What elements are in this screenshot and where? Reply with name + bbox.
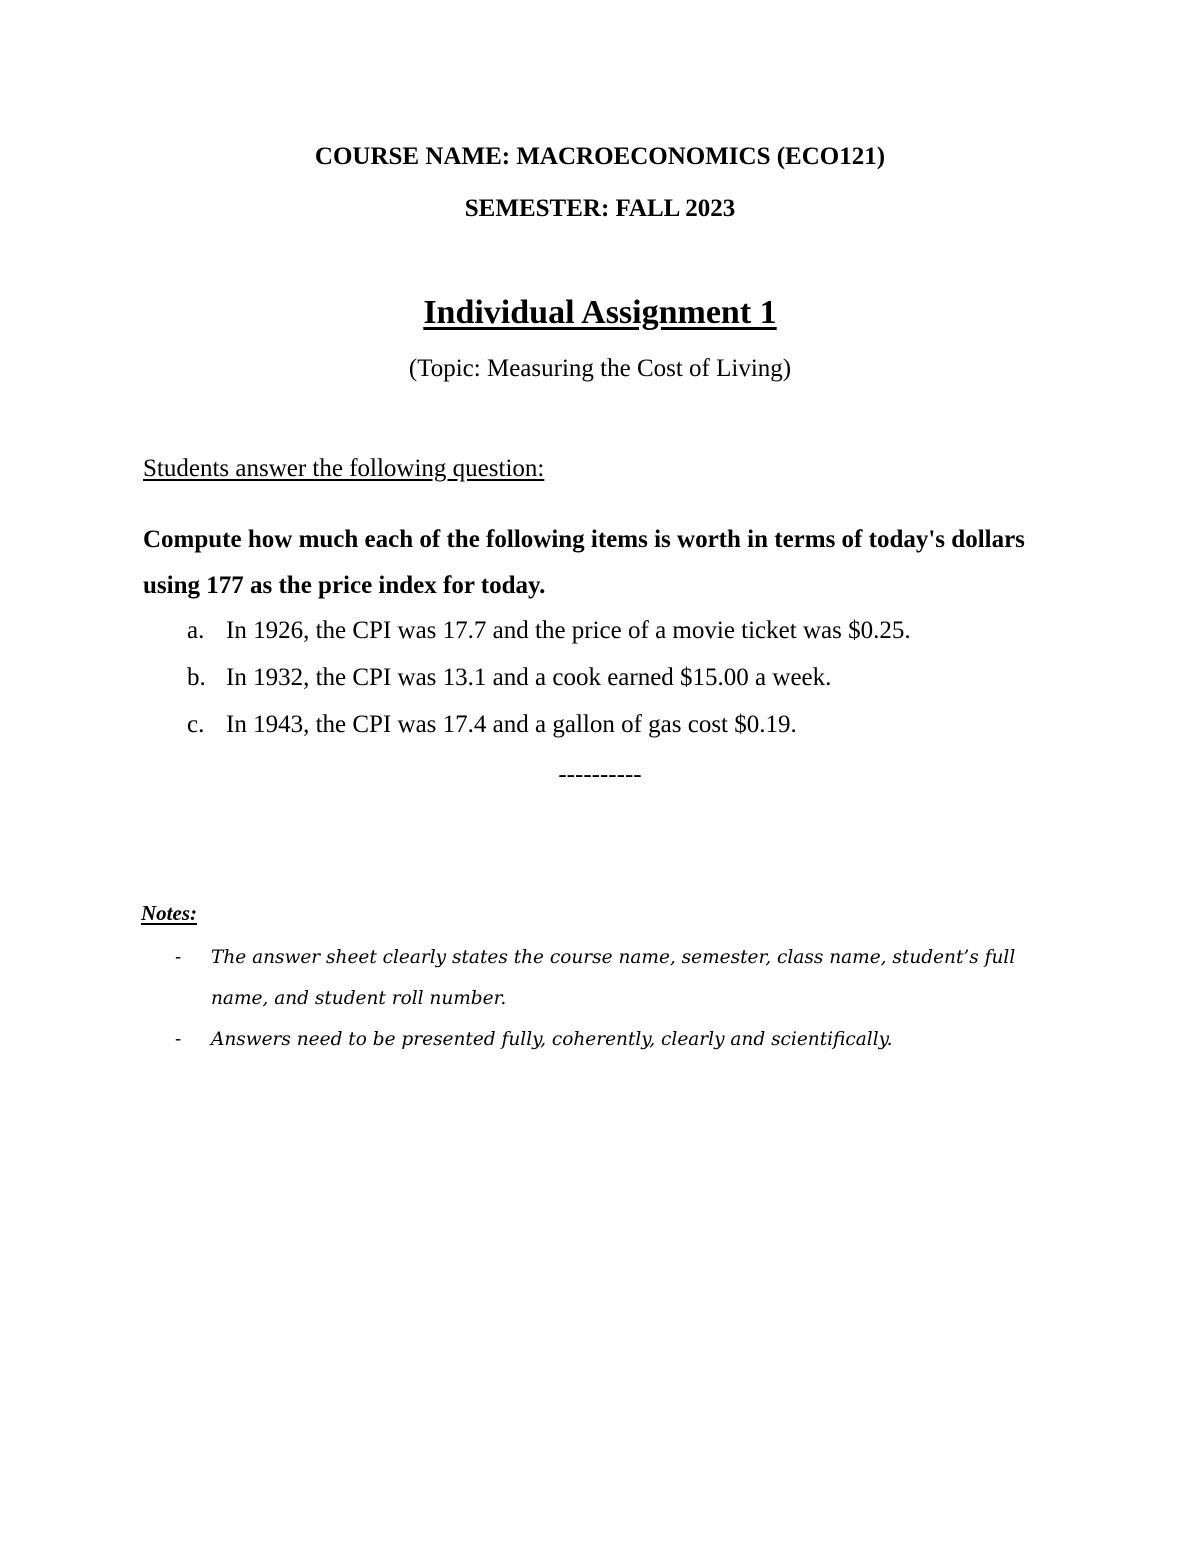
semester-heading: SEMESTER: FALL 2023	[464, 195, 736, 222]
list-item	[143, 660, 1073, 707]
list-item	[143, 707, 1073, 754]
separator-line: ----------	[558, 761, 642, 788]
list-item-text: In 1926, the CPI was 17.7 and the price of a movie ticket was $0.25.	[226, 617, 911, 644]
question-text: Compute how much each of the following items is worth in terms of today's dollars using 177 as the price index for today.	[143, 526, 1025, 599]
instruction-text: Students answer the following question:	[143, 455, 545, 482]
note-text: The answer sheet clearly states the course name, semester, class name, student’s full name, and student roll number.	[211, 947, 1016, 1009]
list-item-text: In 1932, the CPI was 13.1 and a cook earned $15.00 a week.	[226, 664, 832, 691]
notes-list	[141, 937, 1061, 1060]
course-name-heading: COURSE NAME: MACROECONOMICS (ECO121)	[314, 143, 886, 170]
note-dash: -	[175, 947, 182, 968]
list-item-marker: a.	[187, 617, 205, 644]
note-text: Answers need to be presented fully, coherently, clearly and scientifically.	[211, 1029, 893, 1050]
list-item-marker: b.	[187, 664, 206, 691]
note-item	[141, 1019, 1061, 1060]
notes-heading: Notes:	[141, 901, 197, 925]
assignment-title: Individual Assignment 1	[423, 294, 777, 331]
question-items-list	[143, 613, 1073, 754]
assignment-topic: (Topic: Measuring the Cost of Living)	[408, 355, 792, 382]
note-dash: -	[175, 1029, 182, 1050]
note-item	[141, 937, 1061, 1019]
list-item-marker: c.	[187, 711, 205, 738]
list-item-text: In 1943, the CPI was 17.4 and a gallon of gas cost $0.19.	[226, 711, 797, 738]
list-item	[143, 613, 1073, 660]
